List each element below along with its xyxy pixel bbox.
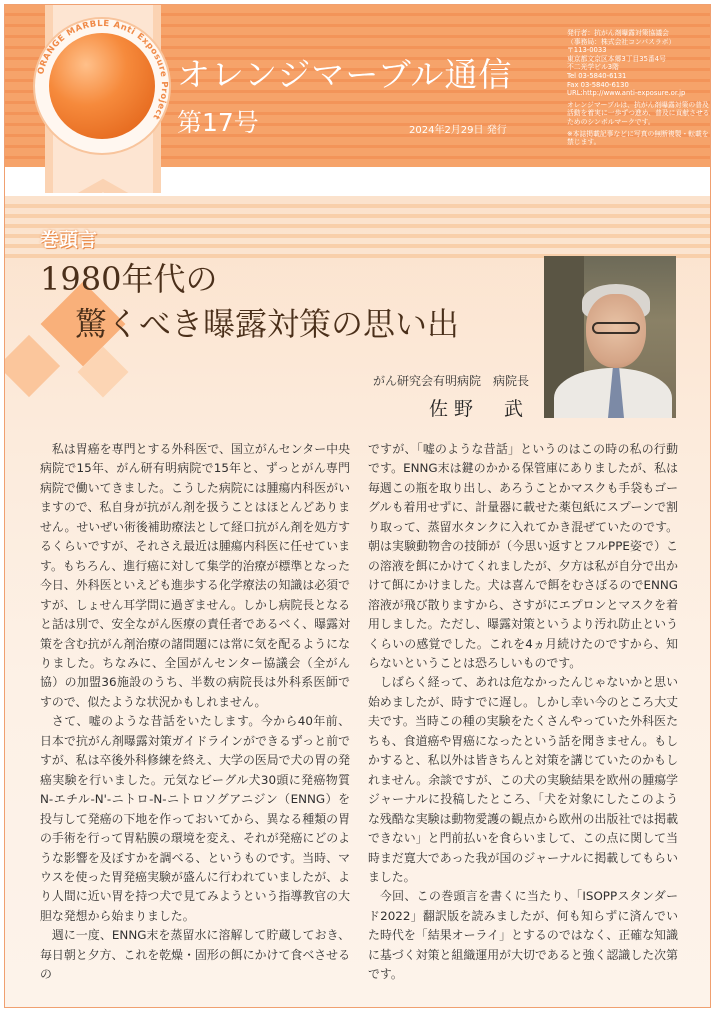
paragraph: 今回、この巻頭言を書くに当たり、「ISOPPスタンダード2022」翻訳版を読みましたが、何も知らずに済んでいた時代を「結果オーライ」とするのではなく、正確な知識に基づく対策と組織運用が大切であると強く認識した次第です。 xyxy=(368,889,678,982)
publisher-line: （事務局：株式会社コンパスラボ） xyxy=(567,37,676,46)
publisher-line: 発行者：抗がん剤曝露対策協議会 xyxy=(567,29,669,37)
article-column-right xyxy=(368,440,678,985)
issue-date: 2024年2月29日 発行 xyxy=(409,125,507,136)
paragraph: しばらく経って、あれは危なかったんじゃないかと思い始めましたが、時すでに遅し。しかし幸い今のところ大丈夫です。当時この種の実験をたくさんやっていた外科医たちも、食道癌や胃癌になったという話を聞きません。もしかすると、私以外は皆きちんと対策を講じていたのかもしれません。余談ですが、この犬の実験結果を欧州の腫瘍学ジャーナルに投稿したところ、「犬を対象にしたこのような残酷な実験は動物愛護の観点から欧州の出版社では掲載できない」と門前払いを食らいまして、この点に関して当時まだ寛大であった我が国のジャーナルに掲載してもらいました。 xyxy=(368,675,678,884)
headline-line: 驚くべき曝露対策の思い出 xyxy=(75,305,460,343)
paragraph: さて、嘘のような昔話をいたします。今から40年前、日本で抗がん剤曝露対策ガイドラインができるずっと前ですが、私は卒後外科修練を終え、大学の医局で犬の胃の発癌実験を行いました。元気なビーグル犬30頭に発癌物質N-エチル-N'-ニトロ-N-ニトロソグアニジン（ENNG）を投与して発癌の下地を作っておいてから、異なる種類の胃の手術を行って胃粘膜の環境を変え、それが発癌にどのような影響を及ぼすかを調べる、というものです。当時、マウスを使った胃発癌実験が盛んに行われていましたが、より人間に近い胃を持つ犬で見てみようという指導教官の大胆な発想から始まりました。 xyxy=(40,714,350,923)
author-photo xyxy=(544,256,676,418)
publisher-url: URL:http://www.anti-exposure.or.jp xyxy=(567,89,686,98)
section-label: 巻頭言 xyxy=(40,229,98,251)
logo-text: ORANGE MARBLE Anti Exposure Project xyxy=(36,18,170,122)
newsletter-header xyxy=(5,5,710,193)
paragraph: 週に一度、ENNG末を蒸留水に溶解して貯蔵しておき、毎日朝と夕方、これを乾燥・固形の餌にかけて食べさせるの xyxy=(40,928,350,982)
author-affiliation: がん研究会有明病院 病院長 xyxy=(372,374,529,388)
publisher-line: Fax 03-5840-6130 xyxy=(567,80,629,89)
paragraph: 私は胃癌を専門とする外科医で、国立がんセンター中央病院で15年、がん研有明病院で15年と、ずっとがん専門病院で働いてきました。こうした病院には腫瘍内科医がいますので、私自身が抗がん剤を扱うことはほとんどありません。せいぜい術後補助療法として経口抗がん剤を処方するくらいですが、それさえ最近は腫瘍内科医に任せています。もちろん、進行癌に対して集学的治療が標準となった今日、外科医といえども進歩する化学療法の知識は必須ですが、しょせん耳学問に過ぎません。しかし病院長となると話は別で、安全ながん医療の責任者であるべく、曝露対策を含む抗がん剤治療の諸問題には常に気を配るようになりました。ちなみに、全国がんセンター協議会（全がん協）の加盟36施設のうち、半数の病院長は外科系医師ですので、似たような状況かもしれません。 xyxy=(40,442,350,709)
issue-number: 第17号 xyxy=(177,108,259,137)
newsletter-title: オレンジマーブル通信 xyxy=(177,55,513,94)
logo-circular-text xyxy=(33,17,171,155)
publisher-line: 不二光学ビル3階 xyxy=(567,63,619,72)
svg-text:ORANGE MARBLE Anti Exposure Pr xyxy=(36,19,169,122)
article-column-left xyxy=(40,440,350,985)
publisher-info xyxy=(567,29,710,147)
publisher-line: 〒113-0033 xyxy=(567,46,607,55)
symbol-description: オレンジマーブルは、抗がん剤曝露対策の普及活動を着実に一歩ずつ進め、普及に貢献させるためのシンボルマークです。 xyxy=(567,100,710,126)
author-name: 佐野 武 xyxy=(428,398,529,420)
headline-line: 1980年代の xyxy=(40,260,218,298)
paragraph-continuation: ですが、「嘘のような昔話」というのはこの時の私の行動です。ENNG末は鍵のかかる保管庫にありましたが、私は毎週この瓶を取り出し、あろうことかマスクも手袋もゴーグルも着用せずに、計量器に載せた薬包紙にスプーンで割り取って、蒸留水タンクに入れてかき混ぜていたのです。朝は実験動物舎の技師が（今思い返すとフルPPE姿で）この溶液を餌にかけてくれましたが、夕方は私が自分で出かけて餌にかけました。犬は喜んで餌をむさぼるのでENNG溶液が飛び散りますから、さすがにエプロンとマスクを着用しました。ただし、曝露対策というより汚れ防止というくらいの感覚でした。これを4ヵ月続けたのですから、知らないということは恐ろしいものです。 xyxy=(368,442,678,670)
publisher-line: 東京都文京区本郷3丁目35番4号 xyxy=(567,54,666,63)
copyright-note: ※本誌掲載記事などに写真の無断複製・転載を禁じます。 xyxy=(567,129,709,147)
publisher-line: Tel 03-5840-6131 xyxy=(567,71,627,80)
article-headline xyxy=(40,257,459,347)
